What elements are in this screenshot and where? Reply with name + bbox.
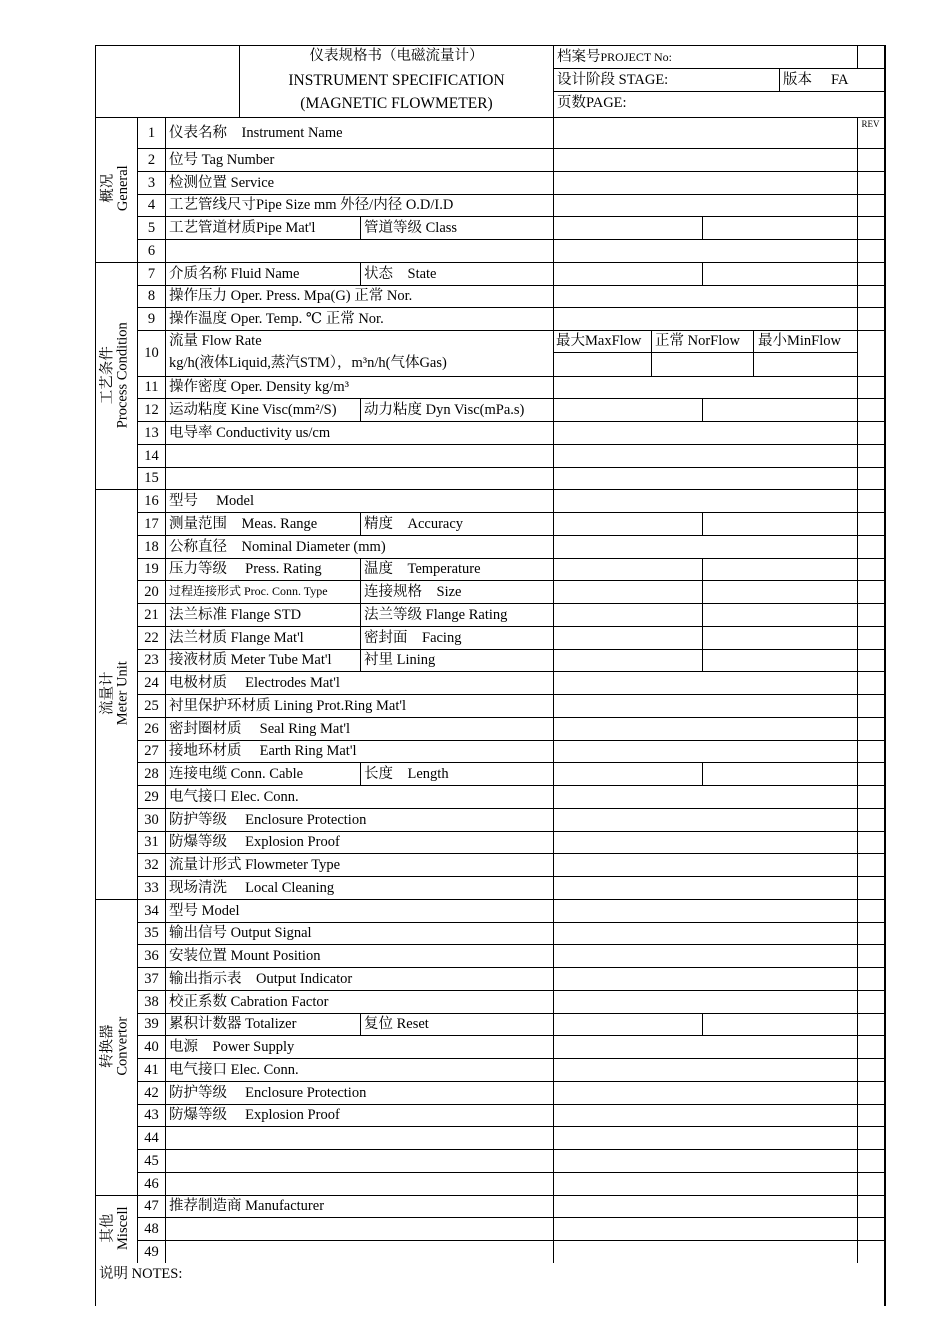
row-number: 13	[144, 424, 159, 441]
row-sub-label: 状态 State	[364, 265, 437, 282]
stage-label: 设计阶段 STAGE:	[557, 72, 669, 88]
row-number: 48	[144, 1221, 159, 1238]
row-line	[137, 853, 884, 854]
row-number: 37	[144, 970, 159, 987]
row-label: 输出指示表 Output Indicator	[169, 970, 353, 987]
row-line	[137, 831, 884, 832]
row-line	[137, 1126, 884, 1127]
row-line	[137, 762, 884, 763]
value-col-line	[553, 117, 554, 1263]
section-label-en: General	[115, 165, 131, 212]
row-split-line	[360, 603, 361, 626]
row-line	[137, 194, 884, 195]
section-label-cn: 概况	[99, 174, 116, 204]
section-label-en: Process Condition	[115, 321, 131, 428]
row-line	[137, 694, 884, 695]
row-number: 39	[144, 1016, 159, 1033]
row-number: 27	[144, 743, 159, 760]
value-split-line	[702, 398, 703, 421]
row-line	[137, 512, 884, 513]
row-number: 7	[147, 265, 156, 282]
row-number: 26	[144, 720, 159, 737]
row-label: 防爆等级 Explosion Proof	[169, 1107, 340, 1124]
row-line	[137, 1172, 884, 1173]
row-number: 35	[144, 925, 159, 942]
row-label: 测量范围 Meas. Range	[169, 515, 318, 532]
section-label-cn: 工艺条件	[99, 345, 116, 404]
row-sub-label: 温度 Temperature	[364, 561, 481, 578]
row-number: 21	[144, 606, 159, 623]
row-label: 检测位置 Service	[169, 174, 275, 191]
row-number: 4	[147, 197, 156, 214]
flow-min-header: 最小MinFlow	[758, 333, 841, 349]
row-label: 压力等级 Press. Rating	[169, 561, 322, 578]
row-label: 运动粘度 Kine Visc(mm²/S)	[169, 402, 337, 419]
row-line	[137, 649, 884, 650]
row-line	[137, 558, 884, 559]
row-line	[137, 444, 884, 445]
row-label: 现场清洗 Local Cleaning	[169, 879, 335, 896]
section-label-en: Meter Unit	[115, 661, 131, 726]
row-label: 仪表名称 Instrument Name	[169, 125, 343, 141]
row-line	[137, 239, 884, 240]
row-number: 25	[144, 697, 159, 714]
row-label: 型号 Model	[169, 902, 240, 919]
row-number: 47	[144, 1198, 159, 1215]
row-label: 型号 Model	[169, 493, 254, 510]
row-split-line	[360, 398, 361, 421]
rev-col-line	[857, 117, 858, 1263]
row-label: 法兰标准 Flange STD	[169, 606, 302, 623]
row-number: 12	[144, 402, 159, 419]
header-line-1	[553, 68, 884, 69]
row-line	[137, 148, 884, 149]
row-sub-label: 长度 Length	[364, 766, 449, 783]
row-number: 43	[144, 1107, 159, 1124]
row-number: 45	[144, 1152, 159, 1169]
row-number: 23	[144, 652, 159, 669]
row-number: 8	[147, 288, 156, 305]
row-number: 46	[144, 1175, 159, 1192]
flow-mid-line	[553, 352, 857, 353]
row-number: 15	[144, 470, 159, 487]
flow-nor-header: 正常 NorFlow	[655, 333, 740, 349]
section-label-en: Miscell	[115, 1206, 131, 1250]
top-border	[95, 45, 886, 46]
header-line-2	[553, 91, 884, 92]
row-sub-label: 密封面 Facing	[364, 629, 462, 646]
left-border	[95, 45, 96, 1306]
value-split-line	[702, 580, 703, 603]
section-divider	[95, 899, 884, 900]
row-sub-label: 衬里 Lining	[364, 652, 436, 669]
spec-sheet	[95, 45, 886, 1306]
row-number: 30	[144, 811, 159, 828]
section-divider	[95, 262, 884, 263]
row-number: 28	[144, 766, 159, 783]
row-split-line	[360, 626, 361, 649]
row-number: 6	[147, 242, 156, 259]
section-label-cn: 其他	[99, 1213, 116, 1243]
row-label: 工艺管线尺寸Pipe Size mm 外径/内径 O.D/I.D	[169, 197, 454, 214]
row-number: 31	[144, 834, 159, 851]
row-label: 电气接口 Elec. Conn.	[169, 1061, 299, 1078]
row-label: 校正系数 Cabration Factor	[169, 993, 329, 1010]
row-label: 防护等级 Enclosure Protection	[169, 1084, 367, 1101]
value-split-line	[702, 603, 703, 626]
section-divider	[95, 489, 884, 490]
value-split-line	[702, 216, 703, 239]
row-line	[137, 876, 884, 877]
row-line	[137, 1013, 884, 1014]
row-number: 10	[144, 345, 159, 362]
row-line	[137, 216, 884, 217]
row-number: 49	[144, 1243, 159, 1260]
number-col-line	[165, 117, 166, 1263]
right-border	[884, 45, 886, 1306]
row-number: 16	[144, 493, 159, 510]
row-label: 电极材质 Electrodes Mat'l	[169, 675, 340, 692]
row-label-2: kg/h(液体Liquid,蒸汽STM），m³n/h(气体Gas)	[169, 355, 447, 371]
row-number: 2	[147, 151, 156, 168]
flow-col-line	[651, 330, 652, 376]
row-split-line	[360, 649, 361, 672]
row-line	[137, 603, 884, 604]
value-split-line	[702, 649, 703, 672]
row-label: 电导率 Conductivity us/cm	[169, 424, 331, 441]
row-line	[137, 467, 884, 468]
row-label: 介质名称 Fluid Name	[169, 265, 300, 282]
row-line	[137, 307, 884, 308]
value-split-line	[702, 262, 703, 285]
row-label: 过程连接形式 Proc. Conn. Type	[169, 584, 328, 599]
row-label: 工艺管道材质Pipe Mat'l	[169, 220, 316, 237]
row-label: 连接电缆 Conn. Cable	[169, 766, 304, 783]
row-line	[137, 535, 884, 536]
section-label	[101, 1194, 131, 1262]
flow-col-line	[753, 330, 754, 376]
row-line	[137, 1217, 884, 1218]
section-label-en: Convertor	[115, 1016, 131, 1076]
row-line	[137, 285, 884, 286]
section-label	[101, 116, 131, 261]
value-split-line	[702, 762, 703, 785]
row-number: 1	[147, 125, 156, 141]
row-number: 5	[147, 220, 156, 237]
row-number: 14	[144, 447, 159, 464]
row-number: 32	[144, 857, 159, 874]
row-number: 18	[144, 538, 159, 555]
row-line	[137, 944, 884, 945]
value-split-line	[702, 1013, 703, 1036]
row-line	[137, 967, 884, 968]
value-split-line	[702, 626, 703, 649]
row-split-line	[360, 558, 361, 581]
row-label: 防爆等级 Explosion Proof	[169, 834, 340, 851]
row-number: 17	[144, 515, 159, 532]
row-split-line	[360, 580, 361, 603]
row-line	[137, 808, 884, 809]
section-label	[101, 898, 131, 1194]
flow-max-header: 最大MaxFlow	[556, 333, 642, 349]
section-label-cn: 流量计	[99, 671, 116, 715]
row-label: 电源 Power Supply	[169, 1039, 295, 1056]
row-number: 3	[147, 174, 156, 191]
row-split-line	[360, 512, 361, 535]
row-label: 推荐制造商 Manufacturer	[169, 1198, 325, 1215]
version-label: 版本	[783, 72, 812, 88]
row-number: 34	[144, 902, 159, 919]
version-value: FA	[831, 72, 849, 88]
row-line	[137, 626, 884, 627]
title-en-1: INSTRUMENT SPECIFICATION	[288, 72, 505, 89]
row-line	[137, 740, 884, 741]
row-number: 33	[144, 879, 159, 896]
row-line	[137, 171, 884, 172]
row-line	[137, 580, 884, 581]
header-divider-3	[857, 45, 858, 68]
title-cn: 仪表规格书（电磁流量计）	[309, 48, 484, 64]
section-label	[101, 488, 131, 898]
row-label: 防护等级 Enclosure Protection	[169, 811, 367, 828]
row-sub-label: 法兰等级 Flange Rating	[364, 606, 508, 623]
row-sub-label: 连接规格 Size	[364, 584, 462, 601]
row-label: 操作密度 Oper. Density kg/m³	[169, 379, 349, 396]
row-line	[137, 376, 884, 377]
page-label: 页数PAGE:	[557, 95, 627, 111]
header-divider-4	[779, 68, 780, 91]
rev-label: REV	[861, 119, 880, 129]
value-split-line	[702, 512, 703, 535]
row-line	[137, 398, 884, 399]
row-label: 接地环材质 Earth Ring Mat'l	[169, 743, 357, 760]
row-label: 衬里保护环材质 Lining Prot.Ring Mat'l	[169, 697, 407, 714]
row-line	[137, 1081, 884, 1082]
row-line	[137, 1104, 884, 1105]
row-line	[137, 421, 884, 422]
row-sub-label: 复位 Reset	[364, 1016, 429, 1033]
row-label: 公称直径 Nominal Diameter (mm)	[169, 538, 386, 555]
value-split-line	[702, 558, 703, 581]
row-number: 44	[144, 1130, 159, 1147]
row-label: 累积计数器 Totalizer	[169, 1016, 297, 1033]
row-line	[137, 1058, 884, 1059]
row-label: 操作压力 Oper. Press. Mpa(G) 正常 Nor.	[169, 288, 413, 305]
row-line	[137, 922, 884, 923]
row-number: 29	[144, 788, 159, 805]
row-line	[137, 1149, 884, 1150]
row-split-line	[360, 1013, 361, 1036]
row-number: 19	[144, 561, 159, 578]
row-sub-label: 精度 Accuracy	[364, 515, 464, 532]
row-line	[137, 671, 884, 672]
row-label: 密封圈材质 Seal Ring Mat'l	[169, 720, 351, 737]
row-line	[137, 330, 884, 331]
project-label: 档案号PROJECT No:	[557, 49, 672, 65]
section-label	[101, 261, 131, 489]
row-label: 接液材质 Meter Tube Mat'l	[169, 652, 332, 669]
row-line	[137, 785, 884, 786]
row-split-line	[360, 216, 361, 239]
row-number: 24	[144, 675, 159, 692]
title-en-2: (MAGNETIC FLOWMETER)	[300, 95, 493, 112]
row-sub-label: 动力粘度 Dyn Visc(mPa.s)	[364, 402, 525, 419]
row-number: 22	[144, 629, 159, 646]
header-divider-2	[553, 45, 554, 117]
row-split-line	[360, 762, 361, 785]
row-line	[137, 1035, 884, 1036]
section-label-cn: 转换器	[99, 1024, 116, 1068]
notes-label: 说明 NOTES:	[99, 1265, 183, 1282]
row-label: 流量 Flow Rate	[169, 333, 262, 349]
body-top-line	[95, 117, 884, 118]
row-number: 36	[144, 948, 159, 965]
row-label: 位号 Tag Number	[169, 151, 275, 168]
row-number: 11	[144, 379, 159, 396]
row-split-line	[360, 262, 361, 285]
section-divider	[95, 1195, 884, 1196]
row-label: 法兰材质 Flange Mat'l	[169, 629, 304, 646]
row-number: 40	[144, 1039, 159, 1056]
row-number: 9	[147, 311, 156, 328]
row-label: 操作温度 Oper. Temp. ℃ 正常 Nor.	[169, 311, 384, 328]
row-label: 电气接口 Elec. Conn.	[169, 788, 299, 805]
row-number: 42	[144, 1084, 159, 1101]
row-number: 38	[144, 993, 159, 1010]
row-line	[137, 990, 884, 991]
row-number: 41	[144, 1061, 159, 1078]
row-label: 输出信号 Output Signal	[169, 925, 312, 942]
row-label: 安装位置 Mount Position	[169, 948, 321, 965]
row-line	[137, 717, 884, 718]
row-number: 20	[144, 584, 159, 601]
row-label: 流量计形式 Flowmeter Type	[169, 857, 341, 874]
row-sub-label: 管道等级 Class	[364, 220, 458, 237]
row-line	[137, 1240, 884, 1241]
